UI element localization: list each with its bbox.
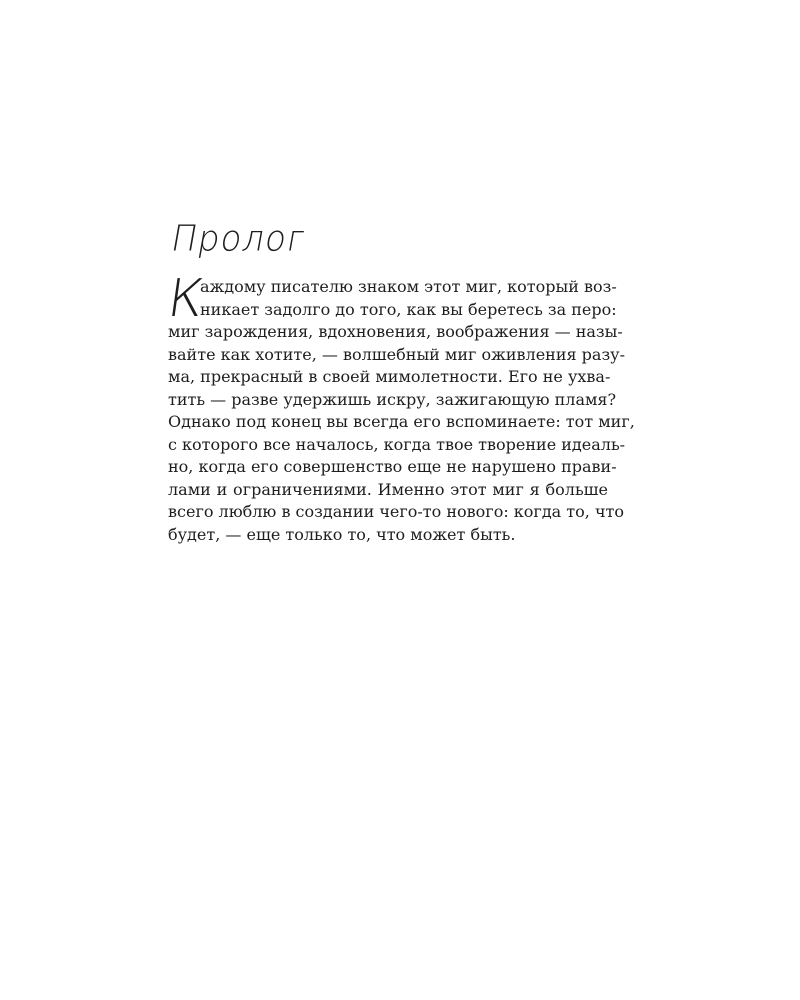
- text-line: аждому писателю знаком этот миг, который воз-: [200, 277, 617, 296]
- text-line: с которого все началось, когда твое творение идеаль-: [168, 434, 626, 454]
- text-line: вайте как хотите, — волшебный миг оживления разу-: [168, 344, 625, 364]
- prologue-text: [163, 269, 635, 546]
- text-line: миг зарождения, вдохновения, воображения — назы-: [168, 322, 623, 341]
- text-line: никает задолго до того, как вы беретесь за перо:: [200, 299, 617, 319]
- text-line: ма, прекрасный в своей мимолетности. Его не ухва-: [168, 367, 611, 386]
- text-line: всего люблю в создании чего-то нового: когда то, что: [168, 502, 625, 521]
- text-line: лами и ограничениями. Именно этот миг я больше: [168, 479, 608, 499]
- drop-cap-letter: К: [163, 269, 208, 329]
- text-line: но, когда его совершенство еще не нарушено прави-: [168, 457, 617, 476]
- chapter-title: Пролог: [168, 218, 309, 260]
- text-line: Однако под конец вы всегда его вспоминаете: тот миг,: [168, 412, 635, 431]
- text-line: будет, — еще только то, что может быть.: [168, 524, 516, 544]
- text-line: тить — разве удержишь искру, зажигающую пламя?: [168, 389, 617, 409]
